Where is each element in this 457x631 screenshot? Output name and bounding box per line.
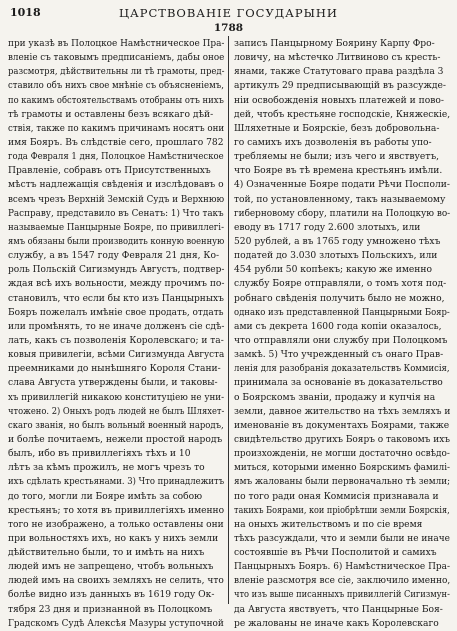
- text-line: по того ради оная Коммисiя признавала и: [234, 491, 439, 502]
- text-line: при указѣ въ Полоцкое Намѣстническое Пра-: [8, 39, 225, 49]
- text-line: состоявшiе въ Рѣчи Посполитой и самихъ: [234, 548, 437, 559]
- text-line: робнаго свѣденiя получить было не можно,: [234, 293, 445, 304]
- text-line: что изъ выше писанныхъ привиллегiй Сигизмун-: [234, 590, 450, 601]
- text-line: ловичу, на мѣстечко Литвиново съ кресть-: [234, 53, 441, 64]
- text-line: вленiе разсмотря все сiе, заключило именно,: [234, 576, 451, 587]
- running-header: [10, 4, 447, 22]
- text-line: болѣе видно изъ данныхъ въ 1619 году Ок-: [8, 590, 215, 601]
- text-line: всемъ чрезъ Верхнiй Земскiй Судъ и Верхнюю: [8, 194, 225, 205]
- text-line: службу Бояре отправляли, о томъ хотя под-: [234, 279, 447, 290]
- text-line: чтожено. 2) Оныхъ родъ людей не былъ Шляхет-: [8, 406, 225, 417]
- text-line: Панцырныхъ Бояръ. 6) Намѣстническое Пра-: [234, 562, 451, 573]
- text-line: миться, которыми именно Боярскимъ фамилi-: [234, 463, 450, 474]
- column-divider: [228, 36, 229, 604]
- text-line: Шляхетные и Боярскiе, безъ добровольна-: [234, 123, 440, 134]
- text-line: мѣстъ надлежащiя свѣденiя и изслѣдовавъ о: [8, 180, 224, 191]
- text-line: податей до 3.030 злотыхъ Польскихъ, или: [234, 251, 438, 262]
- text-line: такихъ Боярами, кои прiобрѣтши земли Боярскiя,: [234, 505, 450, 516]
- text-line: ямъ обязаны были производить конную военную: [8, 236, 225, 247]
- text-line: слава Августа утверждены были, и таковы-: [8, 378, 218, 389]
- text-line: тѣхъ разсуждали, что и земли были не иначе: [234, 533, 450, 544]
- text-line: что отправляли они службу при Полоцкомъ: [234, 335, 448, 346]
- text-line: ямъ жалованы были первоначально тѣ земли;: [234, 477, 451, 488]
- text-line: скаго званiя, но былъ вольный военный народъ,: [8, 420, 224, 431]
- text-line: го самихъ ихъ дозволенiя въ работы упо-: [234, 137, 432, 148]
- text-line: дѣйствительно были, то и имѣть на нихъ: [8, 548, 205, 559]
- text-line: и болѣе почитаемъ, нежели простой народъ: [8, 434, 223, 445]
- text-line: становилъ, что если бы кто изъ Панцырныхъ: [8, 293, 224, 304]
- text-line: года Февраля 1 дня, Полоцкое Намѣстническое: [8, 152, 224, 163]
- text-line: гиберновому сбору, платили на Полоцкую во-: [234, 208, 451, 219]
- page-number: 1018: [10, 6, 41, 19]
- text-line: тѣ грамоты и оставлены безъ всякаго дѣй-: [8, 109, 214, 120]
- text-line: однако изъ представленной Панцырными Бояр-: [234, 307, 450, 318]
- text-line: дей, чтобъ крестьяне господскiе, Княжескiе,: [234, 109, 451, 120]
- text-line: по какимъ обстоятельствамъ отобраны отъ нихъ: [8, 95, 224, 106]
- text-line: Бояръ пожелалъ имѣнiе свое продать, отдать: [8, 307, 224, 318]
- text-line: вленiе съ таковымъ предписанiемъ, дабы оное: [8, 53, 225, 64]
- text-line: того не изображено, а только оставлены они: [8, 519, 224, 530]
- text-line: принимала за основанiе въ доказательство: [234, 378, 443, 389]
- text-line: лать, какъ съ позволенiя Королевскаго; и та-: [8, 335, 224, 346]
- text-line: произхожденiи, не могши достаточно освѣдо-: [234, 449, 450, 460]
- text-line: Расправу, представило въ Сенатъ: 1) Что такъ: [8, 208, 224, 219]
- text-line: той, по установленному, такъ называемому: [234, 194, 446, 205]
- running-title: ЦАРСТВОВАНIЕ ГОСУДАРЫНИ: [119, 6, 338, 20]
- text-line: ствiя, также по какимъ причинамъ носятъ они: [8, 123, 225, 134]
- year-heading: 1788: [213, 22, 244, 34]
- text-line: нiи освобожденiя новыхъ платежей и пово-: [234, 95, 444, 106]
- text-line: ждая всѣ ихъ вольности, между прочимъ по-: [8, 279, 225, 290]
- text-line: земли, давное жительство на тѣхъ земляхъ и: [234, 406, 451, 417]
- text-line: записъ Панцырному Боярину Карпу Фро-: [234, 39, 435, 49]
- text-line: ленiя для разобранiя доказательствъ Коммисiя,: [234, 364, 450, 375]
- text-line: на оныхъ жительствомъ и по сiе время: [234, 519, 423, 530]
- text-line: ихъ сдѣлать крестьянами. 3) Что принадлежитъ: [8, 477, 225, 488]
- text-line: или промѣнять, то не иначе долженъ сiе сдѣ-: [8, 321, 225, 332]
- text-line: до того, могли ли Бояре имѣть за собою: [8, 491, 203, 502]
- text-line: ставило объ нихъ свое мнѣнiе съ объясненiемъ,: [8, 81, 224, 92]
- text-line: требляемы не были; изъ чего и явствуетъ,: [234, 152, 440, 163]
- text-line: о Боярскомъ званiи, продажу и купчiя на: [234, 392, 436, 403]
- text-line: да Августа явствуетъ, что Панцырные Боя-: [234, 604, 443, 615]
- text-line: службу, а въ 1547 году Февраля 21 дня, Ко-: [8, 251, 220, 262]
- text-line: 4) Означенные Бояре подати Рѣчи Посполи-: [234, 180, 450, 191]
- left-column: [8, 37, 224, 631]
- text-line: имя Бояръ. Въ слѣдствiе сего, прошлаго 782: [8, 137, 224, 148]
- text-line: замкѣ. 5) Что учрежденный съ онаго Прав-: [234, 350, 444, 361]
- text-line: янами, также Статутоваго права раздѣла 3: [234, 67, 444, 78]
- right-column: [234, 37, 450, 631]
- text-line: тября 23 дня и признанной въ Полоцкомъ: [8, 604, 213, 615]
- text-line: при вольностяхъ ихъ, но какъ у нихъ земли: [8, 533, 219, 544]
- text-line: преемниками до нынѣшняго Короля Стани-: [8, 364, 221, 375]
- text-line: крестьянъ; то хотя въ привиллегiяхъ именно: [8, 505, 225, 516]
- text-line: Градскомъ Судѣ Алексѣя Мазуры уступочной: [8, 618, 224, 629]
- text-line: ре жалованы не иначе какъ Королевскаго: [234, 618, 439, 629]
- text-line: именованiе въ документахъ Боярами, также: [234, 420, 450, 431]
- text-line: людей имъ на своихъ земляхъ не селить, что: [8, 576, 224, 587]
- text-line: былъ, ибо въ привиллегiяхъ тѣхъ и 10: [8, 449, 191, 460]
- text-line: называемые Панцырные Бояре, по привиллегi-: [8, 222, 224, 233]
- text-line: людей имъ не запрещено, чтобъ вольныхъ: [8, 562, 214, 573]
- text-line: свидѣтельство другихъ Бояръ о таковомъ ихъ: [234, 434, 450, 445]
- text-line: еводу въ 1717 году 2.600 злотыхъ, или: [234, 222, 421, 233]
- text-line: хъ привиллегiй никакою конституцiею не уни-: [8, 392, 225, 403]
- text-line: 520 рублей, а въ 1765 году умножено тѣхъ: [234, 236, 441, 247]
- text-line: 454 рубли 50 копѣекъ; какую же именно: [234, 265, 432, 276]
- text-line: лѣтъ за кѣмъ прожилъ, не могъ чрезъ то: [8, 463, 205, 474]
- text-line: разсмотря, дѣйствительны ли тѣ грамоты, пред-: [8, 67, 225, 78]
- text-line: артикулъ 29 предписывающiй въ разсужде-: [234, 81, 446, 92]
- text-line: Правленiе, собравъ отъ Присутственныхъ: [8, 166, 211, 177]
- text-line: что Бояре въ тѣ времена крестьянъ имѣли.: [234, 166, 443, 177]
- text-line: ковыя привилегiи, всѣми Сигизмунда Августа: [8, 350, 225, 361]
- text-line: роль Польскiй Сигизмундъ Августъ, подтвер-: [8, 265, 225, 276]
- text-line: ами съ декрета 1600 года копiи оказалось,: [234, 321, 442, 332]
